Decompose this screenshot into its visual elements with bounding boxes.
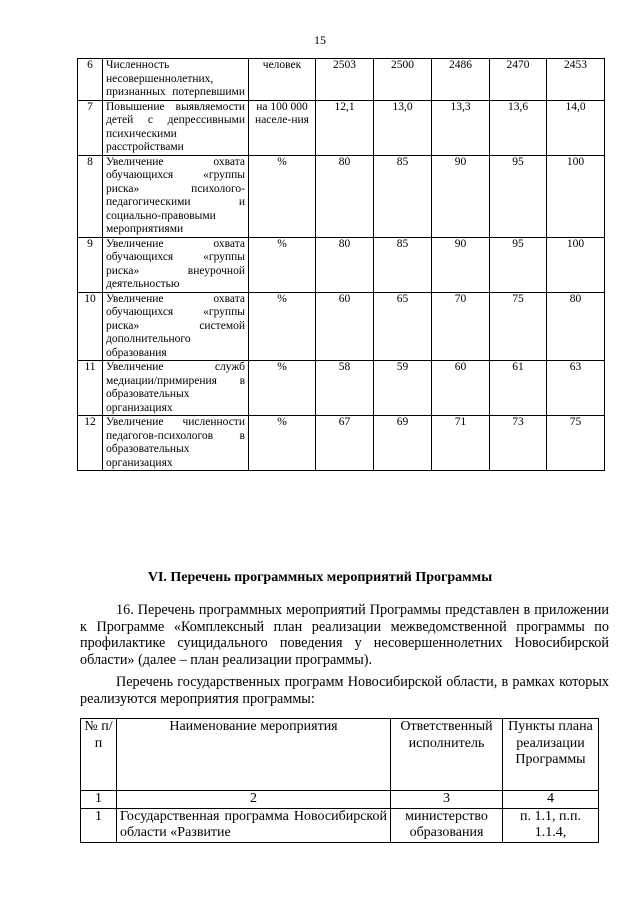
indicator-number: 9 (78, 237, 103, 292)
indicator-value: 100 (547, 237, 605, 292)
indicator-value: 59 (374, 361, 432, 416)
indicator-value: 80 (547, 292, 605, 361)
indicator-value: 90 (432, 237, 490, 292)
indicator-name: Повышение выявляемости детей с депрессивными психическими расстройствами (103, 100, 249, 155)
indicator-value: 2500 (374, 59, 432, 101)
indicator-name: Увеличение охвата обучающихся «группы риска» системой дополнительного образования (103, 292, 249, 361)
indicator-unit: на 100 000 населе-ния (249, 100, 316, 155)
indicator-value: 85 (374, 155, 432, 237)
indicator-value: 71 (432, 416, 490, 471)
indicator-value: 80 (316, 155, 374, 237)
indicator-value: 13,0 (374, 100, 432, 155)
indicator-value: 13,3 (432, 100, 490, 155)
indicator-unit: % (249, 292, 316, 361)
indicator-name: Увеличение служб медиации/примирения в образовательных организациях (103, 361, 249, 416)
indicator-value: 80 (316, 237, 374, 292)
events-header-row (81, 719, 599, 791)
indicator-value: 69 (374, 416, 432, 471)
indicator-row (78, 416, 605, 471)
paragraph-programs-list-text: Перечень государственных программ Новосибирской области, в рамках которых реализуются мероприятия программы: (80, 674, 609, 707)
header-event-name: Наименование мероприятия (117, 719, 391, 791)
indicator-row (78, 237, 605, 292)
indicator-value: 14,0 (547, 100, 605, 155)
indicator-value: 60 (432, 361, 490, 416)
indicator-number: 6 (78, 59, 103, 101)
event-num: 1 (81, 808, 117, 842)
indicator-value: 63 (547, 361, 605, 416)
indicator-value: 73 (490, 416, 547, 471)
indicator-unit: % (249, 361, 316, 416)
column-number: 4 (503, 791, 599, 809)
indicator-row (78, 155, 605, 237)
events-column-numbers-row (81, 791, 599, 809)
indicator-row (78, 59, 605, 101)
column-number: 3 (391, 791, 503, 809)
indicator-value: 95 (490, 237, 547, 292)
indicator-value: 65 (374, 292, 432, 361)
paragraph-16-text: 16. Перечень программных мероприятий Программы представлен в приложении к Программе «Комплексный план реализации межведомственной программы по профилактике суицидального поведения у несовершеннолетних Новосибирской области» (далее – план реализации программы). (80, 602, 609, 668)
indicator-value: 75 (490, 292, 547, 361)
indicator-value: 2470 (490, 59, 547, 101)
events-row (81, 808, 599, 842)
indicator-number: 11 (78, 361, 103, 416)
indicator-unit: % (249, 155, 316, 237)
indicator-value: 2453 (547, 59, 605, 101)
indicator-value: 13,6 (490, 100, 547, 155)
page-number: 15 (314, 33, 326, 47)
indicator-value: 90 (432, 155, 490, 237)
indicator-value: 70 (432, 292, 490, 361)
indicator-value: 58 (316, 361, 374, 416)
column-number: 2 (117, 791, 391, 809)
indicator-row (78, 100, 605, 155)
indicator-number: 8 (78, 155, 103, 237)
indicator-value: 2503 (316, 59, 374, 101)
column-number: 1 (81, 791, 117, 809)
indicator-value: 75 (547, 416, 605, 471)
event-plan-points: п. 1.1, п.п. 1.1.4, (503, 808, 599, 842)
indicator-value: 100 (547, 155, 605, 237)
indicator-unit: % (249, 416, 316, 471)
indicator-number: 7 (78, 100, 103, 155)
indicator-unit: % (249, 237, 316, 292)
indicator-value: 95 (490, 155, 547, 237)
paragraph-programs-list (80, 674, 609, 707)
indicator-value: 60 (316, 292, 374, 361)
section-title: VI. Перечень программных мероприятий Программы (147, 570, 493, 585)
indicator-value: 61 (490, 361, 547, 416)
indicator-name: Увеличение охвата обучающихся «группы риска» внеурочной деятельностью (103, 237, 249, 292)
header-executor: Ответственный исполнитель (391, 719, 503, 791)
indicator-number: 12 (78, 416, 103, 471)
indicator-name: Увеличение численности педагогов-психологов в образовательных организациях (103, 416, 249, 471)
indicator-row (78, 292, 605, 361)
header-plan-points: Пункты плана реализации Программы (503, 719, 599, 791)
paragraph-16 (80, 602, 609, 668)
indicators-table (77, 58, 605, 471)
indicator-row (78, 361, 605, 416)
header-num: № п/п (81, 719, 117, 791)
indicator-name: Увеличение охвата обучающихся «группы риска» психолого-педагогическими и социально-правовыми мероприятиями (103, 155, 249, 237)
event-executor: министерство образования (391, 808, 503, 842)
indicator-value: 12,1 (316, 100, 374, 155)
event-name: Государственная программа Новосибирской области «Развитие (117, 808, 391, 842)
indicator-unit: человек (249, 59, 316, 101)
indicator-number: 10 (78, 292, 103, 361)
indicator-name: Численность несовершеннолетних, признанных потерпевшими (103, 59, 249, 101)
events-table (80, 718, 599, 843)
indicator-value: 2486 (432, 59, 490, 101)
indicator-value: 67 (316, 416, 374, 471)
indicator-value: 85 (374, 237, 432, 292)
